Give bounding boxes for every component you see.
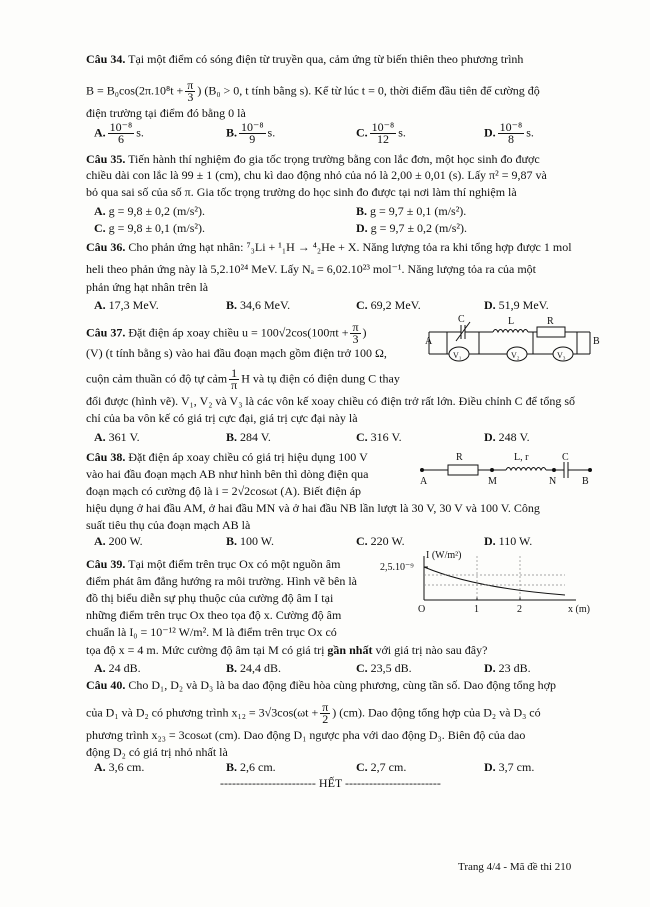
q37-option-c[interactable]: C. 316 V. [356,430,402,444]
svg-text:B: B [593,336,600,347]
q34-line1: Câu 34. Tại một điểm có sóng điện từ truyền qua, cảm ứng từ biến thiên theo phương trình [86,52,524,66]
q35-option-c[interactable]: C. g = 9,8 ± 0,1 (m/s²). [94,221,205,235]
q39-option-b[interactable]: B. 24,4 dB. [226,661,282,675]
q38-option-c[interactable]: C. 220 W. [356,534,405,548]
q38-option-a[interactable]: A. 200 W. [94,534,143,548]
q34-label: Câu 34. [86,52,126,66]
q40-label: Câu 40. [86,678,126,692]
q34-line3: điện trường tại điểm đó bằng 0 là [86,106,246,120]
q38-line2: vào hai đầu đoạn mạch AB như hình bên thì dòng điện qua [86,467,369,481]
svg-text:I (W/m²): I (W/m²) [426,550,462,561]
q38-line4: hiệu dụng ở hai đầu AM, ở hai đầu MN và ở hai đầu NB lần lượt là 30 V, 30 V và 100 V. Công [86,501,540,515]
q35-line3: bỏ qua sai số của số π. Gia tốc trọng trường do học sinh đo được tại nơi làm thí nghiệm là [86,185,517,199]
q39-line3: đồ thị biểu diễn sự phụ thuộc của cường độ âm I tại [86,591,334,605]
svg-text:O: O [418,604,426,615]
q37-line4: đổi được (hình vẽ). V₁, V₂ và V₃ là các vôn kế xoay chiều có điện trở rất lớn. Điều chỉnh C để tổng số [86,394,575,408]
q36-option-a[interactable]: A. 17,3 MeV. [94,298,159,312]
q39-option-c[interactable]: C. 23,5 dB. [356,661,412,675]
svg-text:V₂: V₂ [511,351,520,360]
q40-option-d[interactable]: D. 3,7 cm. [484,760,535,774]
q37-line2: (V) (t tính bằng s) vào hai đầu đoạn mạch gồm điện trở 100 Ω, [86,346,387,360]
q34-option-a[interactable]: A. $\frac{\text{10⁻⁸}}{6}$ s. [94,120,144,146]
q36-line2: heli theo phản ứng này là 5,2.10²⁴ MeV. Lấy Nₐ = 6,02.10²³ mol⁻¹. Năng lượng tỏa ra của một [86,262,537,276]
svg-text:L: L [508,316,515,327]
q38-circuit-diagram [418,448,594,488]
q39-option-d[interactable]: D. 23 dB. [484,661,531,675]
q38-option-d[interactable]: D. 110 W. [484,534,533,548]
q38-label: Câu 38. [86,450,126,464]
q39-line4: những điểm trên trục Ox theo tọa độ x. Cường độ âm [86,608,342,622]
q37-option-d[interactable]: D. 248 V. [484,430,530,444]
q37-line3: cuộn cảm thuần có độ tự cảm $\frac{1}{\pi}$ H và tụ điện có điện dung C thay [86,366,400,392]
q37-option-b[interactable]: B. 284 V. [226,430,271,444]
q37-line1: Câu 37. Đặt điện áp xoay chiều u = 100√2cos(100πt + $\frac{\pi}{3}$ ) [86,320,367,346]
q38-line3: đoạn mạch có cường độ là i = 2√2cosωt (A). Biết điện áp [86,484,362,498]
svg-text:R: R [547,316,554,327]
q39-line2: điểm phát âm đẳng hướng ra môi trường. Hình vẽ bên là [86,574,357,588]
q35-label: Câu 35. [86,152,126,166]
page-footer: Trang 4/4 - Mã đề thi 210 [458,861,572,873]
q40-line3: phương trình x₂₃ = 3cosωt (cm). Dao động D₁ ngược pha với dao động D₃. Biên độ của dao [86,728,526,742]
q36-option-b[interactable]: B. 34,6 MeV. [226,298,291,312]
q39-line1: Câu 39. Tại một điểm trên trục Ox có một nguồn âm [86,557,341,571]
q36-label: Câu 36. [86,240,126,254]
q37-option-a[interactable]: A. 361 V. [94,430,140,444]
svg-text:2,5.10⁻⁹: 2,5.10⁻⁹ [380,562,414,573]
q36-option-c[interactable]: C. 69,2 MeV. [356,298,421,312]
q39-line5: chuẩn là I₀ = 10⁻¹² W/m². M là điểm trên trục Ox có [86,625,337,639]
q38-option-b[interactable]: B. 100 W. [226,534,275,548]
svg-text:V₁: V₁ [453,351,462,360]
svg-text:C: C [562,452,569,463]
q36-option-d[interactable]: D. 51,9 MeV. [484,298,549,312]
svg-text:2: 2 [517,604,522,615]
q40-option-b[interactable]: B. 2,6 cm. [226,760,276,774]
q37-line5: chỉ của ba vôn kế có giá trị cực đại, giá trị cực đại này là [86,411,358,425]
q37-label: Câu 37. [86,325,126,340]
q35-line2: chiều dài con lắc là 99 ± 1 (cm), chu kì dao động nhỏ của nó là 2,00 ± 0,01 (s). Lấy π² = 9,87 và [86,168,547,182]
svg-text:N: N [549,476,557,487]
svg-text:C: C [458,314,465,325]
q39-label: Câu 39. [86,557,126,571]
q34-line2: B = B₀cos(2π.10⁸t + $\frac{\pi}{3}$ ) (B₀ > 0, t tính bằng s). Kể từ lúc t = 0, thời điểm đầu tiên để cường độ [86,78,540,104]
q34-fraction: $\frac{\pi}{3}$ [187,78,194,104]
q38-line5: suất tiêu thụ của đoạn mạch AB là [86,518,251,532]
svg-text:M: M [488,476,497,487]
svg-text:R: R [456,452,463,463]
svg-text:V₃: V₃ [557,351,566,360]
q40-line1: Câu 40. Cho D₁, D₂ và D₃ là ba dao động điều hòa cùng phương, cùng tần số. Dao động tổng hợp [86,678,557,692]
q39-line6: tọa độ x = 4 m. Mức cường độ âm tại M có giá trị gần nhất với giá trị nào sau đây? [86,643,488,657]
q37-circuit-diagram [425,314,600,370]
q34-option-d[interactable]: D. $\frac{\text{10⁻⁸}}{8}$ s. [484,120,534,146]
q34-option-c[interactable]: C. $\frac{\text{10⁻⁸}}{12}$ s. [356,120,406,146]
q38-line1: Câu 38. Đặt điện áp xoay chiều có giá trị hiệu dụng 100 V [86,450,368,464]
q40-line4: động D₂ có giá trị nhỏ nhất là [86,745,228,759]
q40-option-c[interactable]: C. 2,7 cm. [356,760,407,774]
svg-text:L, r: L, r [514,452,529,463]
q35-option-d[interactable]: D. g = 9,7 ± 0,2 (m/s²). [356,221,467,235]
svg-text:A: A [425,336,433,347]
q35-option-b[interactable]: B. g = 9,7 ± 0,1 (m/s²). [356,204,467,218]
svg-text:A: A [420,476,428,487]
q34-option-b[interactable]: B. $\frac{\text{10⁻⁸}}{9}$ s. [226,120,276,146]
q40-option-a[interactable]: A. 3,6 cm. [94,760,145,774]
q39-intensity-graph [380,550,600,614]
q36-line3: phản ứng hạt nhân trên là [86,280,209,294]
q39-option-a[interactable]: A. 24 dB. [94,661,141,675]
end-mark: ------------------------ HẾT ------------------------ [220,776,441,790]
svg-text:x (m): x (m) [568,604,590,615]
q35-option-a[interactable]: A. g = 9,8 ± 0,2 (m/s²). [94,204,205,218]
q35-line1: Câu 35. Tiến hành thí nghiệm đo gia tốc trọng trường bằng con lắc đơn, một học sinh đo được [86,152,540,166]
q40-line2: của D₁ và D₂ có phương trình x₁₂ = 3√3cos(ωt + $\frac{\pi}{2}$ ) (cm). Dao động tổng hợp của D₂ và D₃ có [86,700,541,726]
svg-text:1: 1 [474,604,479,615]
svg-text:B: B [582,476,589,487]
q36-line1: Câu 36. Cho phản ứng hạt nhân: ⁷₃Li + ¹₁H → ⁴₂He + X. Năng lượng tỏa ra khi tổng hợp được 1 mol [86,240,572,254]
